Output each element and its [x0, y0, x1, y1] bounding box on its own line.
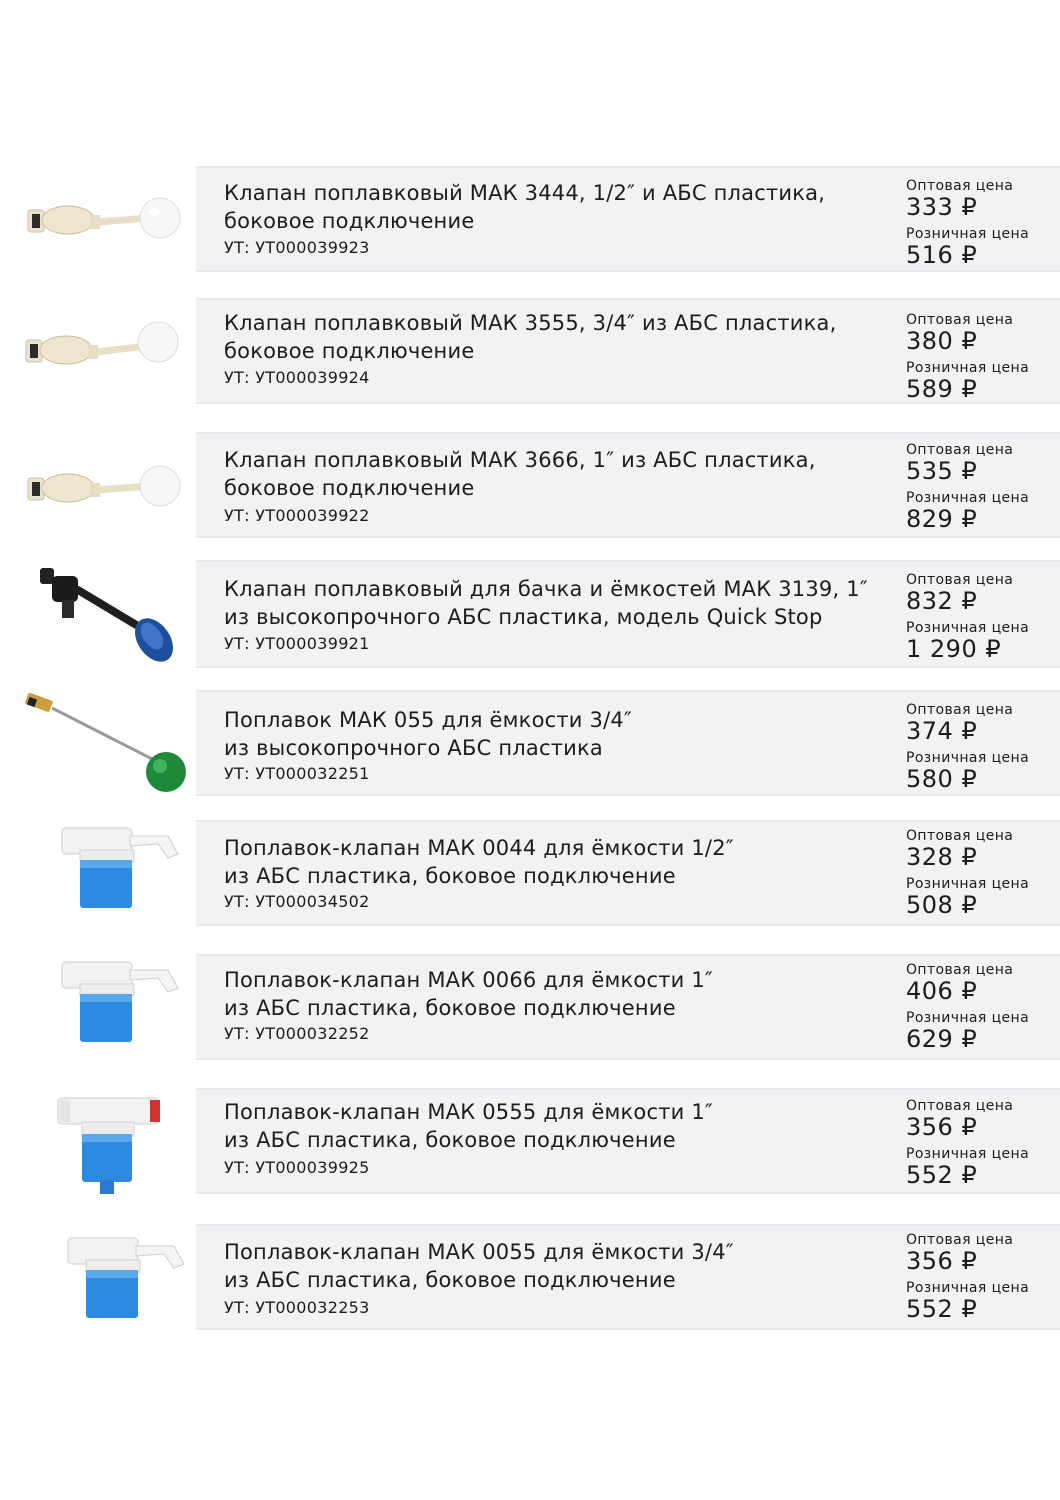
- retail-price: 508 ₽: [906, 891, 978, 919]
- float-rod-green-ball-icon: [18, 684, 190, 804]
- product-title-line: боковое подключение: [224, 209, 475, 233]
- wholesale-price-label: Оптовая цена: [906, 1098, 1014, 1114]
- product-title-line: Поплавок-клапан МАК 0044 для ёмкости 1/2″: [224, 836, 734, 860]
- retail-price-label: Розничная цена: [906, 1280, 1030, 1296]
- float-valve-black-icon: [18, 556, 190, 676]
- product-panel: [196, 820, 1060, 926]
- float-valve-beige-icon: [18, 426, 190, 546]
- product-title: [224, 1098, 896, 1154]
- retail-price-label: Розничная цена: [906, 360, 1030, 376]
- wholesale-price: 535 ₽: [906, 457, 978, 485]
- product-panel: [196, 166, 1060, 272]
- product-row: [0, 1220, 1060, 1340]
- product-code: УТ: УТ000039923: [224, 238, 370, 257]
- product-code: УТ: УТ000039921: [224, 634, 370, 653]
- product-title: [224, 179, 896, 235]
- product-title-line: Поплавок-клапан МАК 0555 для ёмкости 1″: [224, 1100, 713, 1124]
- product-title: [224, 966, 896, 1022]
- product-panel: [196, 690, 1060, 796]
- product-title-line: из АБС пластика, боковое подключение: [224, 864, 676, 888]
- product-title-line: из АБС пластика, боковое подключение: [224, 1268, 676, 1292]
- price-block: [906, 442, 1056, 538]
- retail-price: 580 ₽: [906, 765, 978, 793]
- retail-price-label: Розничная цена: [906, 750, 1030, 766]
- float-valve-blue-icon: [18, 1224, 190, 1344]
- float-valve-blue-threaded-icon: [18, 1088, 190, 1208]
- product-row: [0, 814, 1060, 934]
- wholesale-price-label: Оптовая цена: [906, 702, 1014, 718]
- price-block: [906, 828, 1056, 924]
- retail-price-label: Розничная цена: [906, 226, 1030, 242]
- product-title-line: боковое подключение: [224, 339, 475, 363]
- product-code: УТ: УТ000034502: [224, 892, 370, 911]
- product-code: УТ: УТ000032252: [224, 1024, 370, 1043]
- wholesale-price: 333 ₽: [906, 193, 978, 221]
- product-title-line: из высокопрочного АБС пластика: [224, 736, 603, 760]
- float-valve-blue-icon: [18, 814, 190, 934]
- retail-price: 1 290 ₽: [906, 635, 1002, 663]
- product-panel: [196, 432, 1060, 538]
- price-block: [906, 572, 1056, 668]
- product-title: [224, 575, 896, 631]
- retail-price-label: Розничная цена: [906, 1010, 1030, 1026]
- product-title-line: из АБС пластика, боковое подключение: [224, 1128, 676, 1152]
- retail-price: 589 ₽: [906, 375, 978, 403]
- product-title-line: боковое подключение: [224, 476, 475, 500]
- product-panel: [196, 1088, 1060, 1194]
- product-row: [0, 1084, 1060, 1208]
- wholesale-price: 832 ₽: [906, 587, 978, 615]
- wholesale-price: 374 ₽: [906, 717, 978, 745]
- product-code: УТ: УТ000032253: [224, 1298, 370, 1317]
- product-panel: [196, 560, 1060, 668]
- retail-price-label: Розничная цена: [906, 876, 1030, 892]
- product-panel: [196, 954, 1060, 1060]
- product-panel: [196, 298, 1060, 404]
- retail-price-label: Розничная цена: [906, 620, 1030, 636]
- product-title-line: из высокопрочного АБС пластика, модель Quick Stop: [224, 605, 823, 629]
- retail-price-label: Розничная цена: [906, 1146, 1030, 1162]
- product-code: УТ: УТ000039925: [224, 1158, 370, 1177]
- product-code: УТ: УТ000039924: [224, 368, 370, 387]
- product-title-line: Клапан поплавковый для бачка и ёмкостей МАК 3139, 1″: [224, 577, 868, 601]
- product-title-line: из АБС пластика, боковое подключение: [224, 996, 676, 1020]
- wholesale-price-label: Оптовая цена: [906, 312, 1014, 328]
- product-title-line: Поплавок МАК 055 для ёмкости 3/4″: [224, 708, 632, 732]
- product-title: [224, 309, 896, 365]
- price-block: [906, 962, 1056, 1058]
- retail-price: 552 ₽: [906, 1161, 978, 1189]
- product-title-line: Клапан поплавковый МАК 3555, 3/4″ из АБС пластика,: [224, 311, 837, 335]
- wholesale-price-label: Оптовая цена: [906, 178, 1014, 194]
- wholesale-price-label: Оптовая цена: [906, 828, 1014, 844]
- wholesale-price-label: Оптовая цена: [906, 572, 1014, 588]
- product-code: УТ: УТ000039922: [224, 506, 370, 525]
- wholesale-price: 328 ₽: [906, 843, 978, 871]
- retail-price: 516 ₽: [906, 241, 978, 269]
- price-block: [906, 702, 1056, 798]
- wholesale-price: 356 ₽: [906, 1247, 978, 1275]
- retail-price: 629 ₽: [906, 1025, 978, 1053]
- price-block: [906, 178, 1056, 274]
- wholesale-price-label: Оптовая цена: [906, 962, 1014, 978]
- product-row: [0, 948, 1060, 1068]
- price-block: [906, 1098, 1056, 1194]
- product-title-line: Поплавок-клапан МАК 0055 для ёмкости 3/4″: [224, 1240, 734, 1264]
- product-title-line: Клапан поплавковый МАК 3666, 1″ из АБС пластика,: [224, 448, 816, 472]
- product-row: [0, 290, 1060, 412]
- product-title: [224, 706, 896, 762]
- price-block: [906, 1232, 1056, 1328]
- product-title-line: Поплавок-клапан МАК 0066 для ёмкости 1″: [224, 968, 713, 992]
- product-title: [224, 1238, 896, 1294]
- product-row: [0, 160, 1060, 280]
- product-title: [224, 834, 896, 890]
- product-row: [0, 684, 1060, 804]
- wholesale-price-label: Оптовая цена: [906, 1232, 1014, 1248]
- retail-price: 552 ₽: [906, 1295, 978, 1323]
- float-valve-blue-icon: [18, 948, 190, 1068]
- wholesale-price-label: Оптовая цена: [906, 442, 1014, 458]
- product-title-line: Клапан поплавковый МАК 3444, 1/2″ и АБС пластика,: [224, 181, 826, 205]
- wholesale-price: 380 ₽: [906, 327, 978, 355]
- float-valve-beige-icon: [18, 160, 190, 280]
- product-code: УТ: УТ000032251: [224, 764, 370, 783]
- product-panel: [196, 1224, 1060, 1330]
- retail-price: 829 ₽: [906, 505, 978, 533]
- wholesale-price: 356 ₽: [906, 1113, 978, 1141]
- wholesale-price: 406 ₽: [906, 977, 978, 1005]
- price-block: [906, 312, 1056, 408]
- float-valve-beige-icon: [18, 290, 190, 410]
- product-row: [0, 426, 1060, 546]
- product-row: [0, 556, 1060, 676]
- product-title: [224, 446, 896, 502]
- retail-price-label: Розничная цена: [906, 490, 1030, 506]
